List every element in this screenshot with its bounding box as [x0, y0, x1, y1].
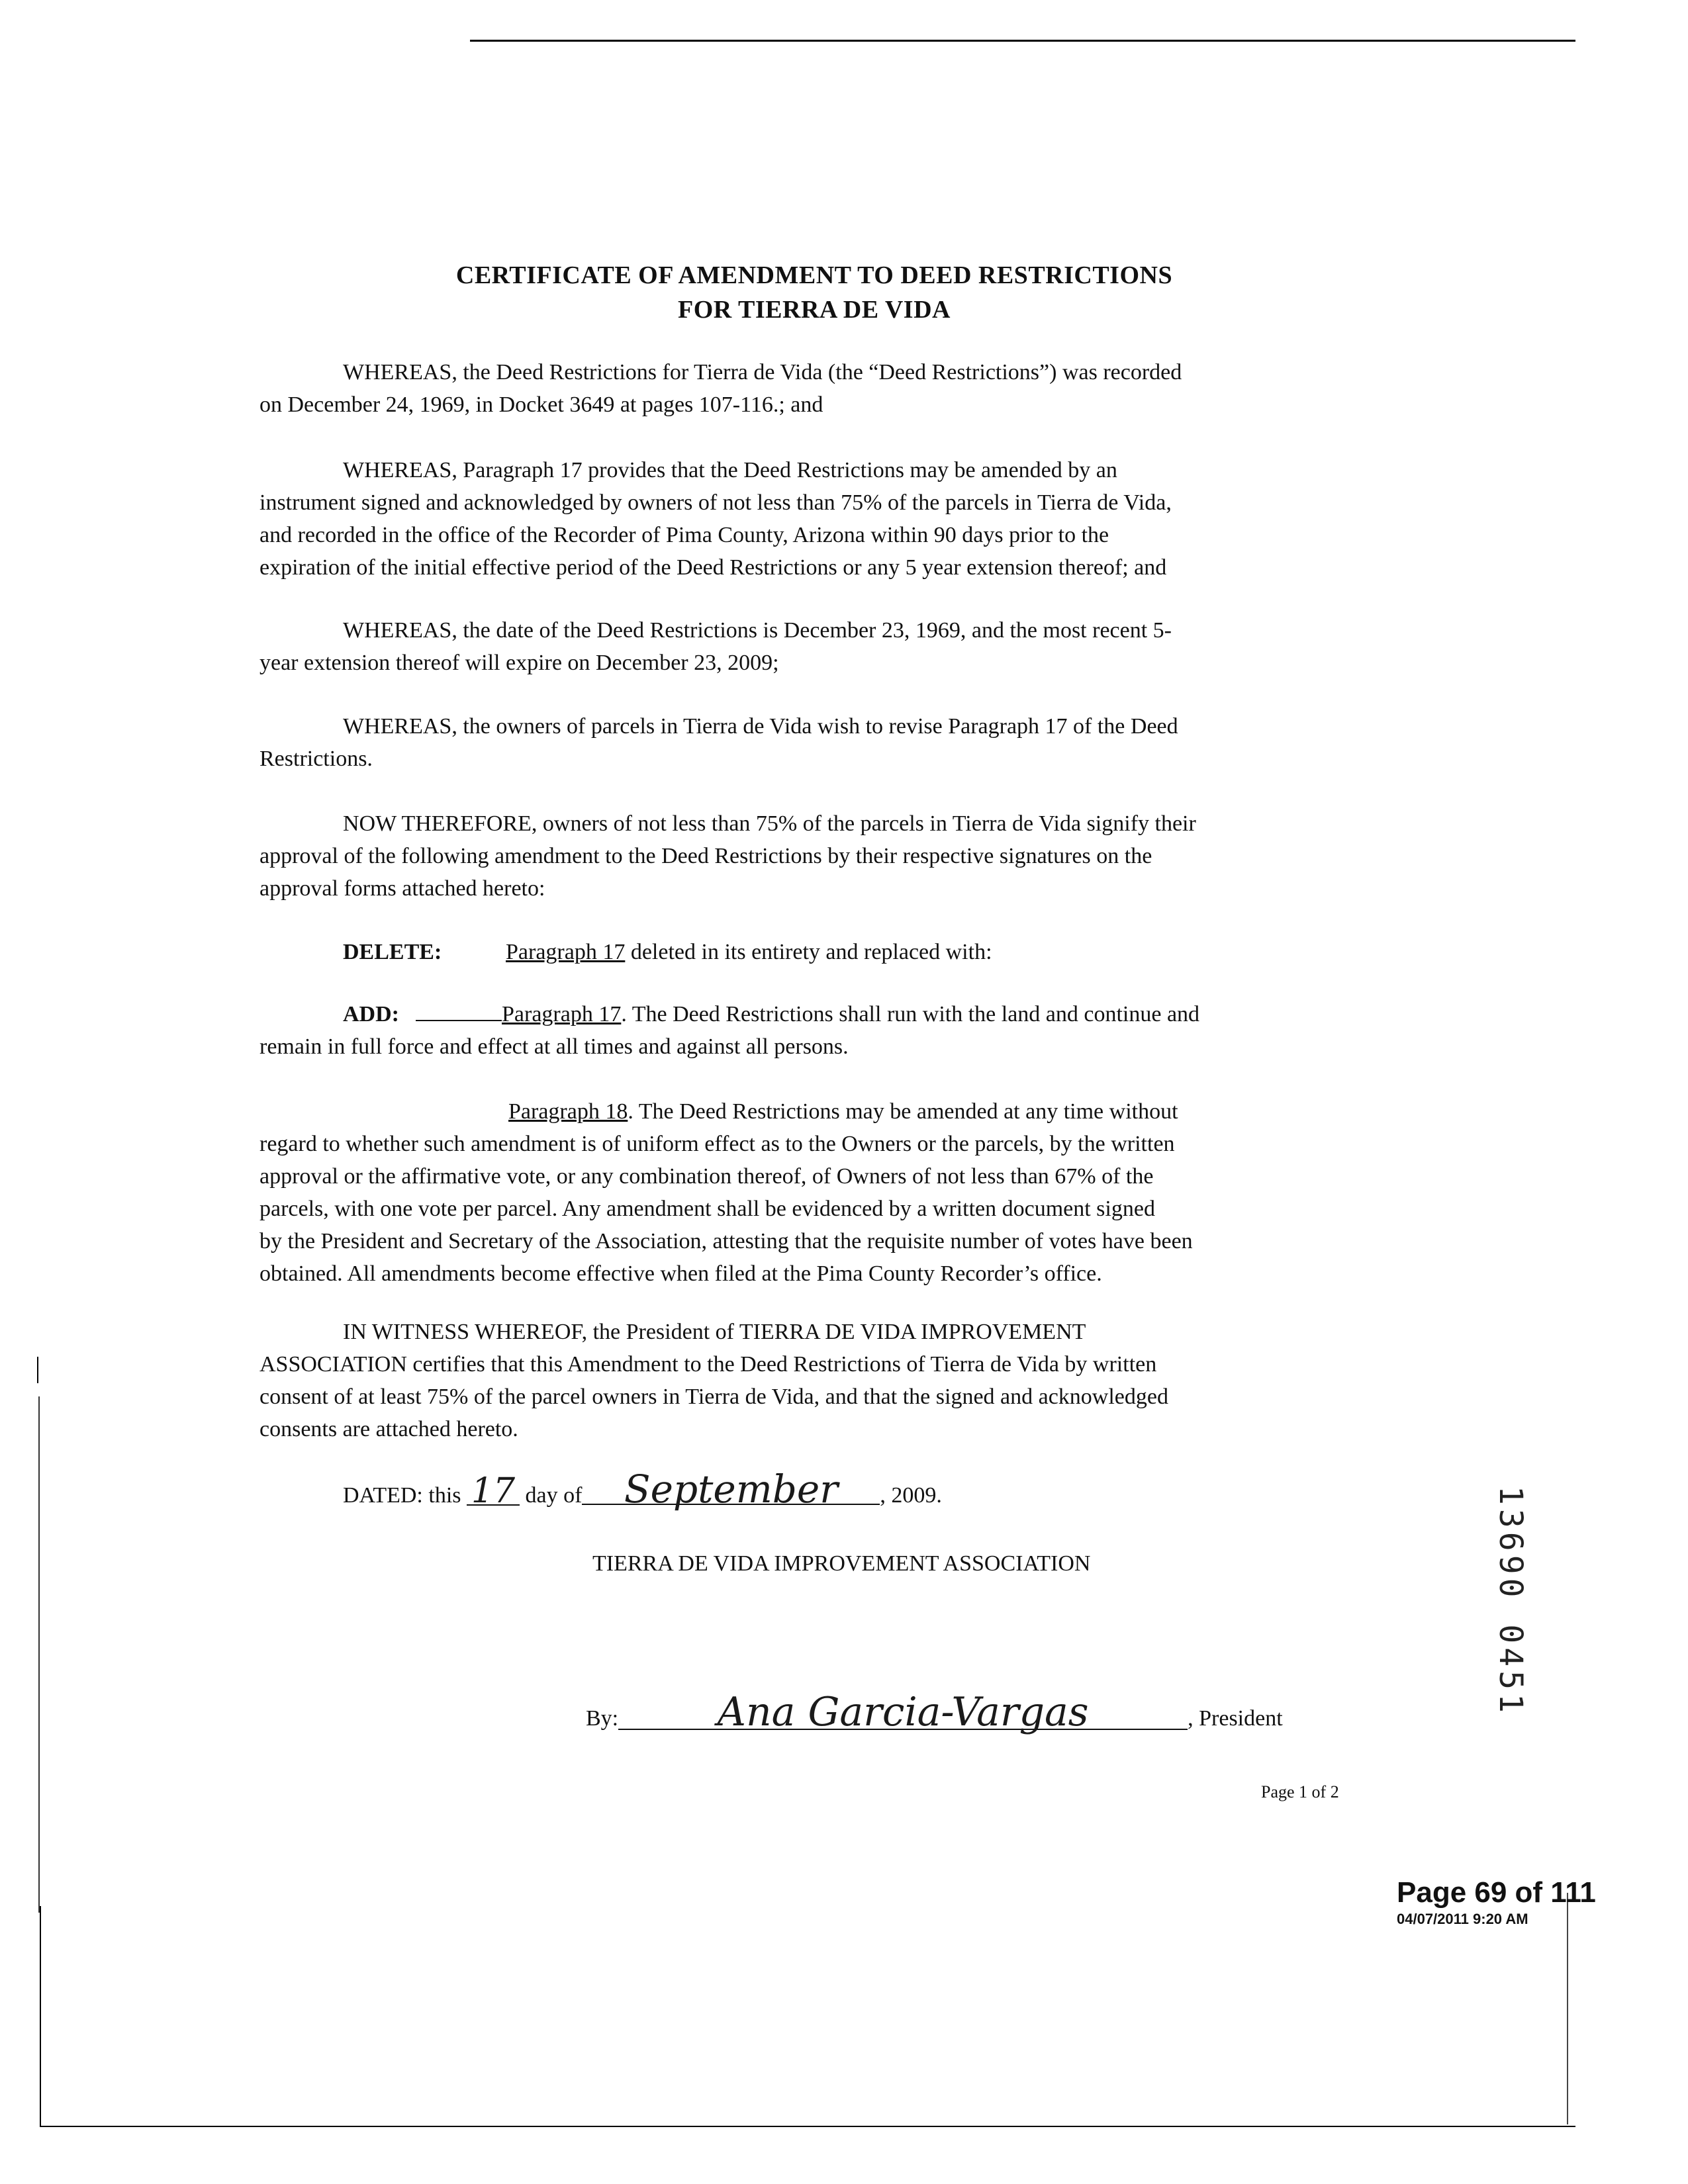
whereas-paragraph-1	[259, 356, 1365, 421]
paragraph-text: WHEREAS, the date of the Deed Restrictions is December 23, 1969, and the most recent 5-	[343, 618, 1172, 643]
dated-year: , 2009.	[880, 1483, 942, 1508]
paragraph-text: . The Deed Restrictions may be amended at any time without	[628, 1099, 1178, 1124]
paragraph-text: on December 24, 1969, in Docket 3649 at pages 107-116.; and	[259, 392, 823, 417]
top-rule	[470, 40, 1575, 42]
witness-paragraph	[259, 1316, 1365, 1445]
whereas-paragraph-3	[259, 614, 1365, 679]
paragraph-text: . The Deed Restrictions shall run with the land and continue and	[621, 1002, 1200, 1026]
paragraph-text: WHEREAS, the Deed Restrictions for Tierra de Vida (the “Deed Restrictions”) was recorded	[343, 360, 1182, 385]
paragraph-text: by the President and Secretary of the Association, attesting that the requisite number of votes have been	[259, 1229, 1193, 1253]
document-page: CERTIFICATE OF AMENDMENT TO DEED RESTRICTIONS FOR TIERRA DE VIDA WHEREAS, the Deed Restrictions for Tierra de Vida (the “Deed Restrictions”) was recorded on December 24, 1969, in Docket 3649 at pages 107-116.; and WHEREAS, Paragraph 17 provides that the Deed Restrictions may be amended by an instrument signed and acknowledged by owners of not less than 75% of the parcels in Tierra de Vida, and recorded in the office of the Recorder of Pima County, Arizona within 90 days prior to the expiration of the initial effective period of the Deed Restrictions or any 5 year extension thereof; and WHEREAS, the date of the Deed Restrictions is December 23, 1969, and the most recent 5- year extension thereof will expire on December 23, 2009; WHEREAS, the owners of parcels in Tierra de Vida wish to revise Paragraph 17 of the Deed Restrictions. NOW THEREFORE, owners of not less than 75% of the parcels in Tierra de Vida signify their approval of the following amendment to the Deed Restrictions by their respective signatures on the approval forms attached hereto: DELETE: Paragraph 17 deleted in its entirety and replaced with: ADD: Paragraph 17. The Deed Restrictions shall run with the land and continue and remain in full force and effect at all times and against all persons. Paragraph 18. The Deed Restrictions may be amended at any time without regard to whether such amendment is of uniform effect as to the Owners or the parcels, by the written approval or the affirmative vote, or any combination thereof, of Owners of not less than 67% of the parcels, with one vote per parcel. Any amendment shall be evidenced by a written document signed by the President and Secretary of the Association, attesting that the requisite number of votes have been obtained. All amendments become effective when filed at the Pima County Recorder’s office. IN WITNESS WHEREOF, the President of TIERRA DE VIDA IMPROVEMENT ASSOCIATION certifies that this Amendment to the Deed Restrictions of Tierra de Vida by written consent of at least 75% of the parcel owners in Tierra de Vida, and that the signed and acknowledged consents are attached hereto. DATED: this 17 day of September , 2009. TIERRA DE VIDA IMPROVEMENT ASSOCIATION By: Ana Garcia-Vargas , President Page 1 of 2 Page 69 of 111 04/07/2011 9:20 AM 13690 0451	[0, 0, 1688, 2184]
dated-mid: day of	[525, 1483, 583, 1508]
paragraph-text: parcels, with one vote per parcel. Any amendment shall be evidenced by a written document signed	[259, 1197, 1155, 1221]
paragraph-text: ASSOCIATION certifies that this Amendment to the Deed Restrictions of Tierra de Vida by written	[259, 1352, 1157, 1377]
paragraph-text: WHEREAS, the owners of parcels in Tierra de Vida wish to revise Paragraph 17 of the Deed	[343, 714, 1178, 739]
add-clause	[259, 998, 1365, 1063]
now-therefore-paragraph	[259, 807, 1365, 905]
title-line-1: CERTIFICATE OF AMENDMENT TO DEED RESTRICTIONS	[455, 261, 1173, 289]
blank-line	[416, 1020, 502, 1021]
paragraph-reference: Paragraph 17	[502, 1002, 622, 1026]
association-name: TIERRA DE VIDA IMPROVEMENT ASSOCIATION	[592, 1551, 1091, 1576]
whereas-paragraph-4	[259, 710, 1365, 775]
paragraph-text: obtained. All amendments become effective when filed at the Pima County Recorder’s office.	[259, 1261, 1102, 1286]
whereas-paragraph-2	[259, 454, 1365, 584]
right-margin-rule	[1567, 1893, 1568, 2124]
dated-prefix: DATED: this	[343, 1483, 461, 1508]
paragraph-text: expiration of the initial effective period of the Deed Restrictions or any 5 year extension thereof; and	[259, 555, 1167, 580]
paragraph-text: remain in full force and effect at all times and against all persons.	[259, 1034, 849, 1059]
left-margin-rule	[40, 1906, 41, 2126]
paragraph-text: instrument signed and acknowledged by owners of not less than 75% of the parcels in Tierra de Vida,	[259, 490, 1172, 515]
paragraph-text: Restrictions.	[259, 747, 373, 771]
left-scan-mark-2	[38, 1396, 40, 1913]
paragraph-reference: Paragraph 18	[508, 1099, 628, 1124]
title-line-2: FOR TIERRA DE VIDA	[678, 296, 951, 324]
paragraph-text: year extension thereof will expire on December 23, 2009;	[259, 651, 779, 675]
delete-clause	[259, 936, 1365, 968]
delete-label: DELETE:	[343, 940, 442, 964]
paragraph-text: regard to whether such amendment is of uniform effect as to the Owners or the parcels, by the written	[259, 1132, 1175, 1156]
paragraph-text: approval of the following amendment to the Deed Restrictions by their respective signatures on the	[259, 844, 1152, 868]
recorder-timestamp: 04/07/2011 9:20 AM	[1397, 1911, 1528, 1927]
page-number: Page 1 of 2	[1261, 1782, 1339, 1801]
bottom-rule	[40, 2126, 1575, 2127]
paragraph-text: IN WITNESS WHEREOF, the President of TIERRA DE VIDA IMPROVEMENT	[343, 1320, 1086, 1344]
president-label: , President	[1188, 1706, 1283, 1731]
paragraph-reference: Paragraph 17	[506, 940, 626, 964]
paragraph-text: WHEREAS, Paragraph 17 provides that the Deed Restrictions may be amended by an	[343, 458, 1117, 482]
left-scan-mark	[37, 1357, 38, 1383]
paragraph-text: NOW THEREFORE, owners of not less than 75% of the parcels in Tierra de Vida signify their	[343, 811, 1196, 836]
paragraph-text: approval or the affirmative vote, or any combination thereof, of Owners of not less than 67% of the	[259, 1164, 1154, 1189]
paragraph-text: and recorded in the office of the Recorder of Pima County, Arizona within 90 days prior to the	[259, 523, 1109, 547]
add-label: ADD:	[343, 1002, 399, 1026]
dated-month: September	[582, 1475, 880, 1505]
paragraph-text: deleted in its entirety and replaced with:	[625, 940, 992, 964]
signature-line	[586, 1689, 1380, 1735]
paragraph-text: approval forms attached hereto:	[259, 876, 545, 901]
paragraph-text: consents are attached hereto.	[259, 1417, 518, 1441]
paragraph-18-clause	[259, 1095, 1365, 1290]
dated-day: 17	[467, 1478, 520, 1506]
dated-line	[259, 1467, 1365, 1512]
by-label: By:	[586, 1706, 619, 1731]
document-title	[252, 258, 1377, 327]
paragraph-text: consent of at least 75% of the parcel owners in Tierra de Vida, and that the signed and acknowledged	[259, 1385, 1168, 1409]
signature: Ana Garcia-Vargas	[618, 1696, 1188, 1730]
recorder-page-count: Page 69 of 111	[1397, 1876, 1596, 1909]
